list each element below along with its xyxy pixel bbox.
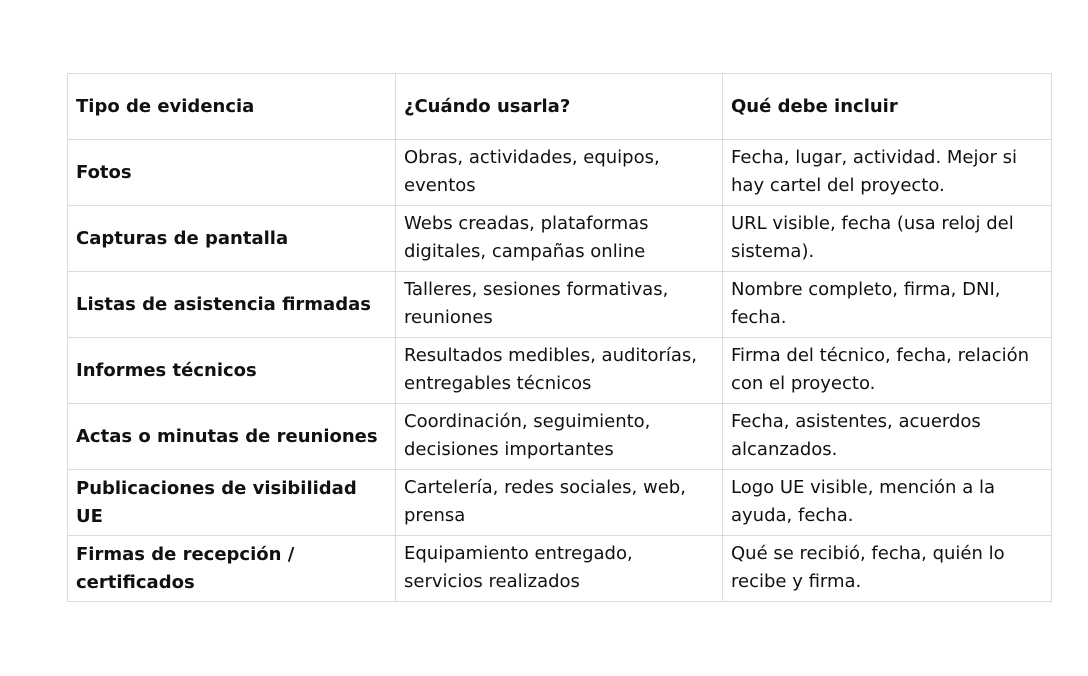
cell-cuando: Resultados medibles, auditorías, entregables técnicos — [396, 338, 723, 404]
table-row — [68, 206, 1052, 272]
cell-tipo: Publicaciones de visibilidad UE — [68, 470, 396, 536]
cell-incluir: Logo UE visible, mención a la ayuda, fecha. — [723, 470, 1052, 536]
cell-tipo: Fotos — [68, 140, 396, 206]
table-row — [68, 536, 1052, 602]
cell-incluir: URL visible, fecha (usa reloj del sistema). — [723, 206, 1052, 272]
table-row — [68, 404, 1052, 470]
cell-incluir: Fecha, lugar, actividad. Mejor si hay cartel del proyecto. — [723, 140, 1052, 206]
cell-cuando: Obras, actividades, equipos, eventos — [396, 140, 723, 206]
column-header-cuando: ¿Cuándo usarla? — [396, 74, 723, 140]
cell-cuando: Webs creadas, plataformas digitales, campañas online — [396, 206, 723, 272]
evidence-table — [67, 73, 1052, 602]
cell-cuando: Equipamiento entregado, servicios realizados — [396, 536, 723, 602]
cell-incluir: Firma del técnico, fecha, relación con el proyecto. — [723, 338, 1052, 404]
cell-tipo: Firmas de recepción / certificados — [68, 536, 396, 602]
cell-incluir: Nombre completo, firma, DNI, fecha. — [723, 272, 1052, 338]
evidence-table-container — [67, 73, 1051, 602]
table-row — [68, 272, 1052, 338]
table-row — [68, 470, 1052, 536]
cell-cuando: Cartelería, redes sociales, web, prensa — [396, 470, 723, 536]
table-header-row — [68, 74, 1052, 140]
table-row — [68, 338, 1052, 404]
cell-cuando: Coordinación, seguimiento, decisiones importantes — [396, 404, 723, 470]
column-header-tipo: Tipo de evidencia — [68, 74, 396, 140]
cell-cuando: Talleres, sesiones formativas, reuniones — [396, 272, 723, 338]
cell-incluir: Fecha, asistentes, acuerdos alcanzados. — [723, 404, 1052, 470]
cell-tipo: Listas de asistencia firmadas — [68, 272, 396, 338]
cell-tipo: Capturas de pantalla — [68, 206, 396, 272]
cell-incluir: Qué se recibió, fecha, quién lo recibe y firma. — [723, 536, 1052, 602]
cell-tipo: Informes técnicos — [68, 338, 396, 404]
cell-tipo: Actas o minutas de reuniones — [68, 404, 396, 470]
column-header-incluir: Qué debe incluir — [723, 74, 1052, 140]
table-row — [68, 140, 1052, 206]
